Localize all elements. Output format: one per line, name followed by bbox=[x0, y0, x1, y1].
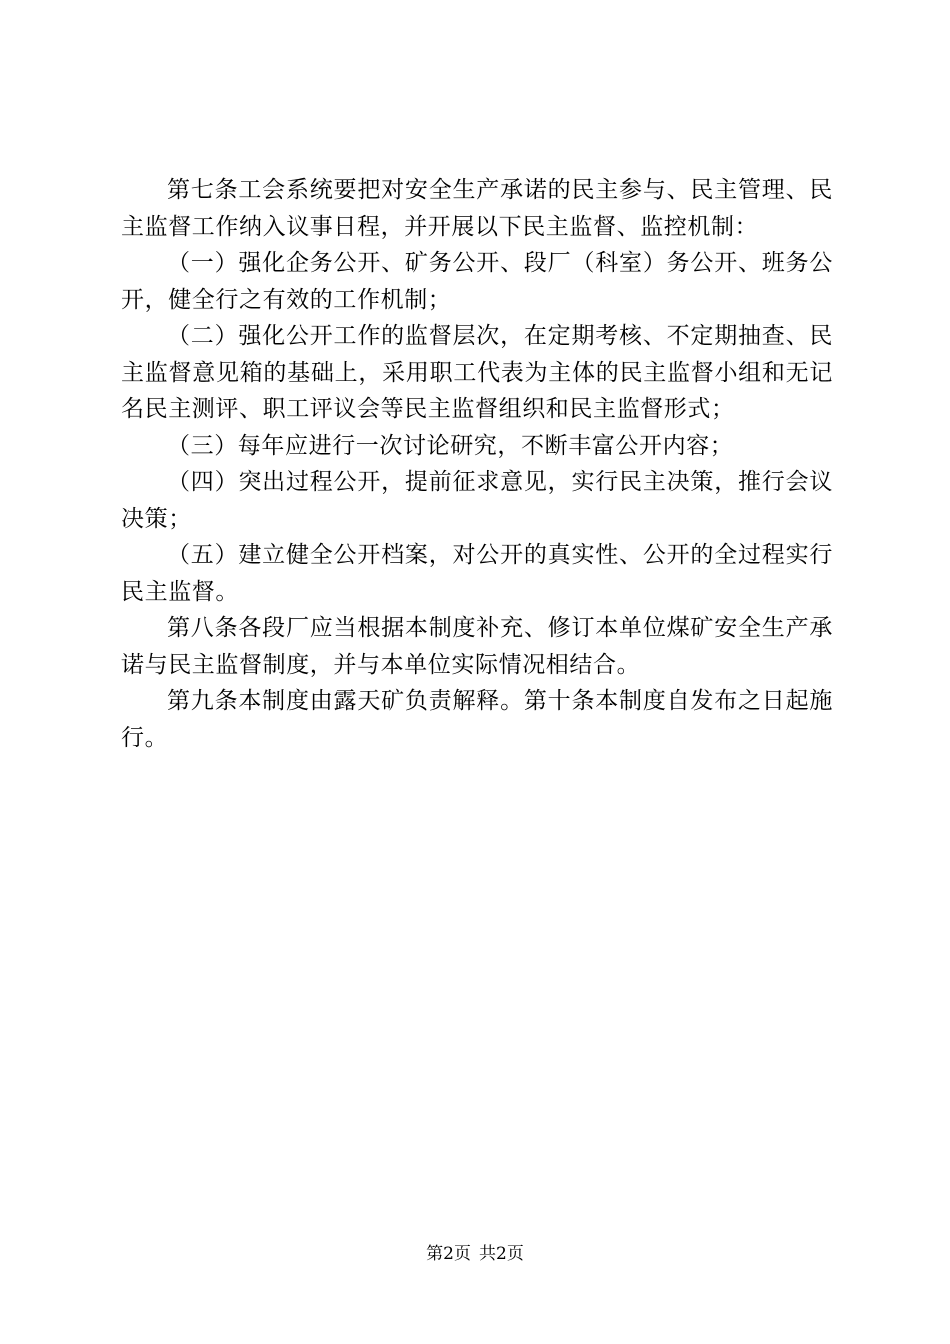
list-item-2: （二）强化公开工作的监督层次，在定期考核、不定期抽查、民主监督意见箱的基础上，采用职工代表为主体的民主监督小组和无记名民主测评、职工评议会等民主监督组织和民主监督形式； bbox=[121, 323, 833, 422]
document-body bbox=[121, 172, 833, 756]
list-item-4: （四）突出过程公开，提前征求意见，实行民主决策，推行会议决策； bbox=[121, 469, 833, 532]
article-9-10-paragraph: 第九条本制度由露天矿负责解释。第十条本制度自发布之日起施行。 bbox=[121, 688, 833, 751]
page-number: 第2页 bbox=[426, 1244, 471, 1264]
page-footer bbox=[0, 1243, 950, 1265]
page-total: 共2页 bbox=[479, 1244, 524, 1264]
list-item-3: （三）每年应进行一次讨论研究，不断丰富公开内容； bbox=[167, 432, 734, 459]
list-item-5: （五）建立健全公开档案，对公开的真实性、公开的全过程实行民主监督。 bbox=[121, 542, 833, 605]
article-7-paragraph: 第七条工会系统要把对安全生产承诺的民主参与、民主管理、民主监督工作纳入议事日程，并开展以下民主监督、监控机制： bbox=[121, 177, 833, 240]
list-item-1: （一）强化企务公开、矿务公开、段厂（科室）务公开、班务公开，健全行之有效的工作机制； bbox=[121, 250, 833, 313]
article-8-paragraph: 第八条各段厂应当根据本制度补充、修订本单位煤矿安全生产承诺与民主监督制度，并与本单位实际情况相结合。 bbox=[121, 615, 833, 678]
